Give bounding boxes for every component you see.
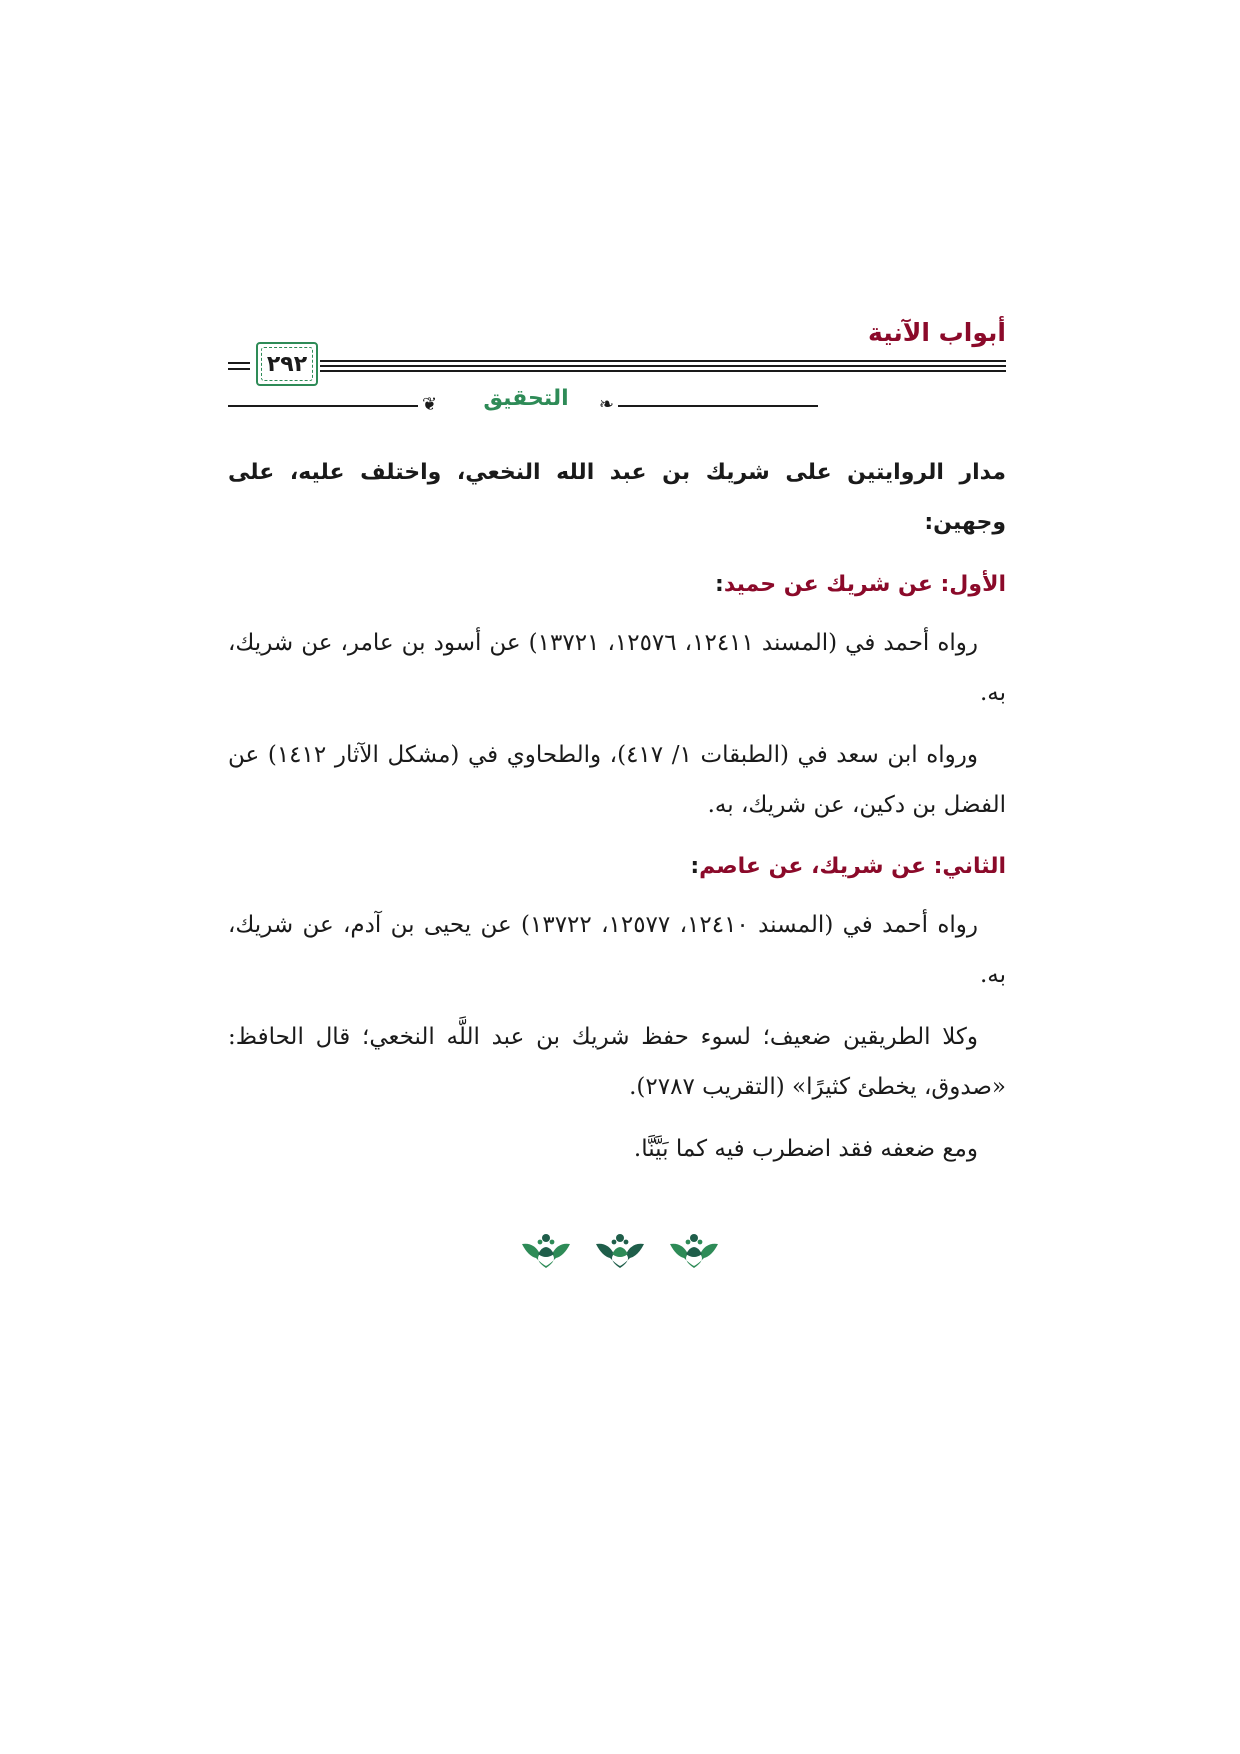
header-rule-short — [228, 368, 250, 370]
page-number-badge — [256, 342, 318, 386]
subheading-first: الأول: عن شريك عن حميد: — [715, 572, 1006, 597]
paragraph-final: ومع ضعفه فقد اضطرب فيه كما بَيَّنَّا. — [633, 1136, 978, 1162]
floral-flourish-icon: ❧ — [598, 394, 614, 415]
header-rule — [320, 360, 1006, 362]
floral-flourish-icon: ❦ — [422, 394, 438, 415]
header-rule — [320, 365, 1006, 367]
running-header — [228, 300, 1006, 396]
paragraph-first-1: رواه أحمد في (المسند ١٢٤١١، ١٢٥٧٦، ١٣٧٢١) عن أسود بن عامر، عن شريك، به. — [228, 630, 1006, 706]
lotus-flower-icon — [594, 1230, 646, 1270]
closing-ornament — [520, 1228, 720, 1272]
body-text — [228, 448, 1006, 1174]
header-rule — [320, 370, 1006, 372]
heading-line-right — [618, 405, 818, 407]
paragraph-weakness: وكلا الطريقين ضعيف؛ لسوء حفظ شريك بن عبد اللَّه النخعي؛ قال الحافظ: «صدوق، يخطئ كثيرًا» (التقريب ٢٧٨٧). — [228, 1024, 1006, 1100]
header-rule-short — [228, 362, 250, 364]
subheading-first-label: الأول: عن شريك عن حميد — [723, 572, 1006, 597]
paragraph-first-2: ورواه ابن سعد في (الطبقات ١/ ٤١٧)، والطحاوي في (مشكل الآثار ١٤١٢) عن الفضل بن دكين، عن شريك، به. — [228, 742, 1006, 818]
subheading-second: الثاني: عن شريك، عن عاصم: — [690, 854, 1006, 879]
section-heading — [228, 388, 818, 422]
intro-paragraph: مدار الروايتين على شريك بن عبد الله النخعي، واختلف عليه، على وجهين: — [228, 460, 1006, 535]
paragraph-second-1: رواه أحمد في (المسند ١٢٤١٠، ١٢٥٧٧، ١٣٧٢٢) عن يحيى بن آدم، عن شريك، به. — [228, 912, 1006, 988]
subheading-second-label: الثاني: عن شريك، عن عاصم — [699, 854, 1006, 879]
section-heading-text: التحقيق — [483, 386, 569, 411]
page-number: ٢٩٢ — [266, 351, 308, 377]
heading-line-left — [228, 405, 418, 407]
lotus-flower-icon — [668, 1230, 720, 1270]
lotus-flower-icon — [520, 1230, 572, 1270]
book-title: أبواب الآنية — [868, 318, 1006, 347]
